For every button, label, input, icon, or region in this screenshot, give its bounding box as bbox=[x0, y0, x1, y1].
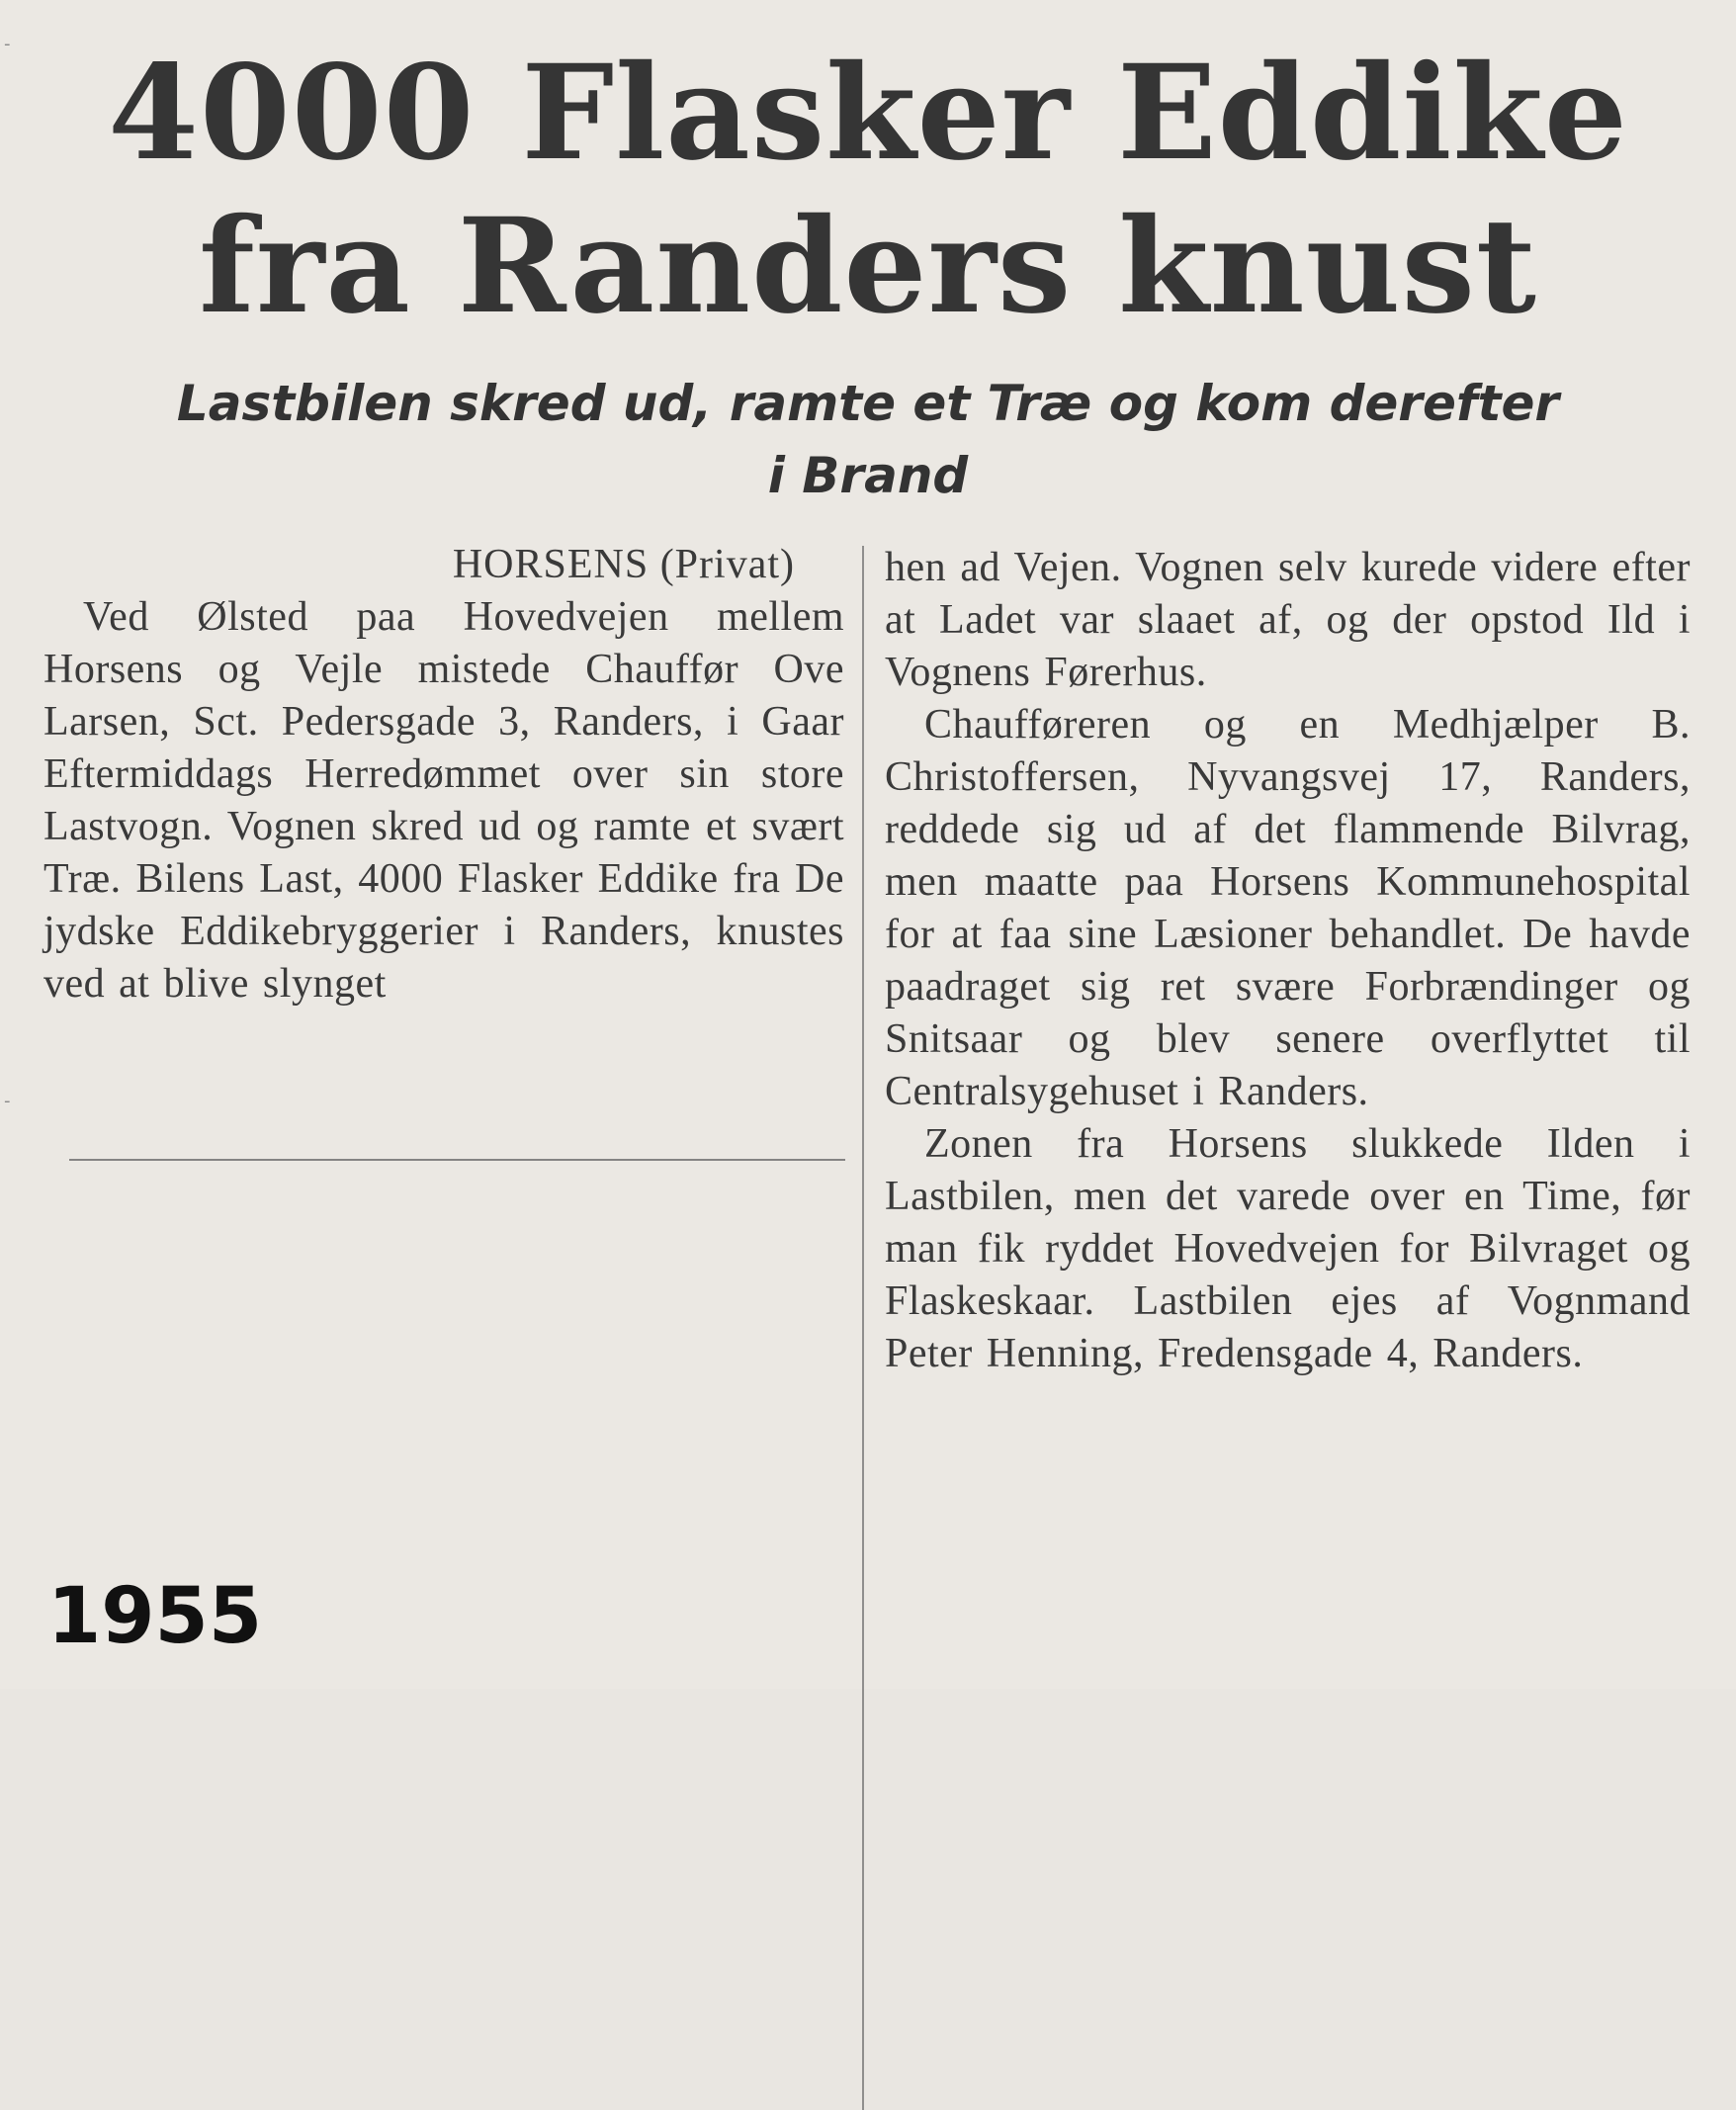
headline-line-1: 4000 Flasker Eddike bbox=[108, 37, 1628, 190]
article-left-column bbox=[43, 539, 844, 1011]
edge-mark-bottom: - bbox=[4, 1091, 11, 1111]
headline-line-2: fra Randers knust bbox=[199, 190, 1537, 343]
article-right-column bbox=[885, 542, 1691, 1380]
column-divider bbox=[862, 546, 864, 2110]
article-paragraph-3: Zonen fra Horsens slukkede Ilden i Lastbilen, men det varede over en Time, før man fik ryddet Hovedvejen for Bilvraget og Flaskeskaar. Lastbilen ejes af Vognmand Peter Henning, Fredensgade 4, Randers. bbox=[885, 1121, 1691, 1376]
subheadline-line-1: Lastbilen skred ud, ramte et Træ og kom derefter bbox=[176, 375, 1560, 432]
year-label: 1955 bbox=[47, 1572, 263, 1661]
left-column-end-rule bbox=[69, 1159, 845, 1161]
subheadline-line-2: i Brand bbox=[767, 447, 969, 504]
article-paragraph-1: Ved Ølsted paa Hovedvejen mellem Horsens og Vejle mistede Chauffør Ove Larsen, Sct. Pedersgade 3, Randers, i Gaar Eftermiddags Herredømmet over sin store Lastvogn. Vognen skred ud og ramte et svært Træ. Bilens Last, 4000 Flasker Eddike fra De jydske Eddikebryggerier i Randers, knustes ved at blive slynget bbox=[43, 594, 844, 1007]
article-paragraph-continued: hen ad Vejen. Vognen selv kurede videre efter at Ladet var slaaet af, og der opstod Ild i Vognens Førerhus. bbox=[885, 545, 1691, 695]
article-paragraph-2: Chaufføreren og en Medhjælper B. Christoffersen, Nyvangsvej 17, Randers, reddede sig ud af det flammende Bilvrag, men maatte paa Horsens Kommunehospital for at faa sine Læsioner behandlet. De havde paadraget sig ret svære Forbrændinger og Snitsaar og blev senere overflyttet til Centralsygehuset i Randers. bbox=[885, 702, 1691, 1114]
article-dateline: HORSENS (Privat) bbox=[452, 542, 795, 587]
edge-mark-top: - bbox=[4, 34, 11, 54]
